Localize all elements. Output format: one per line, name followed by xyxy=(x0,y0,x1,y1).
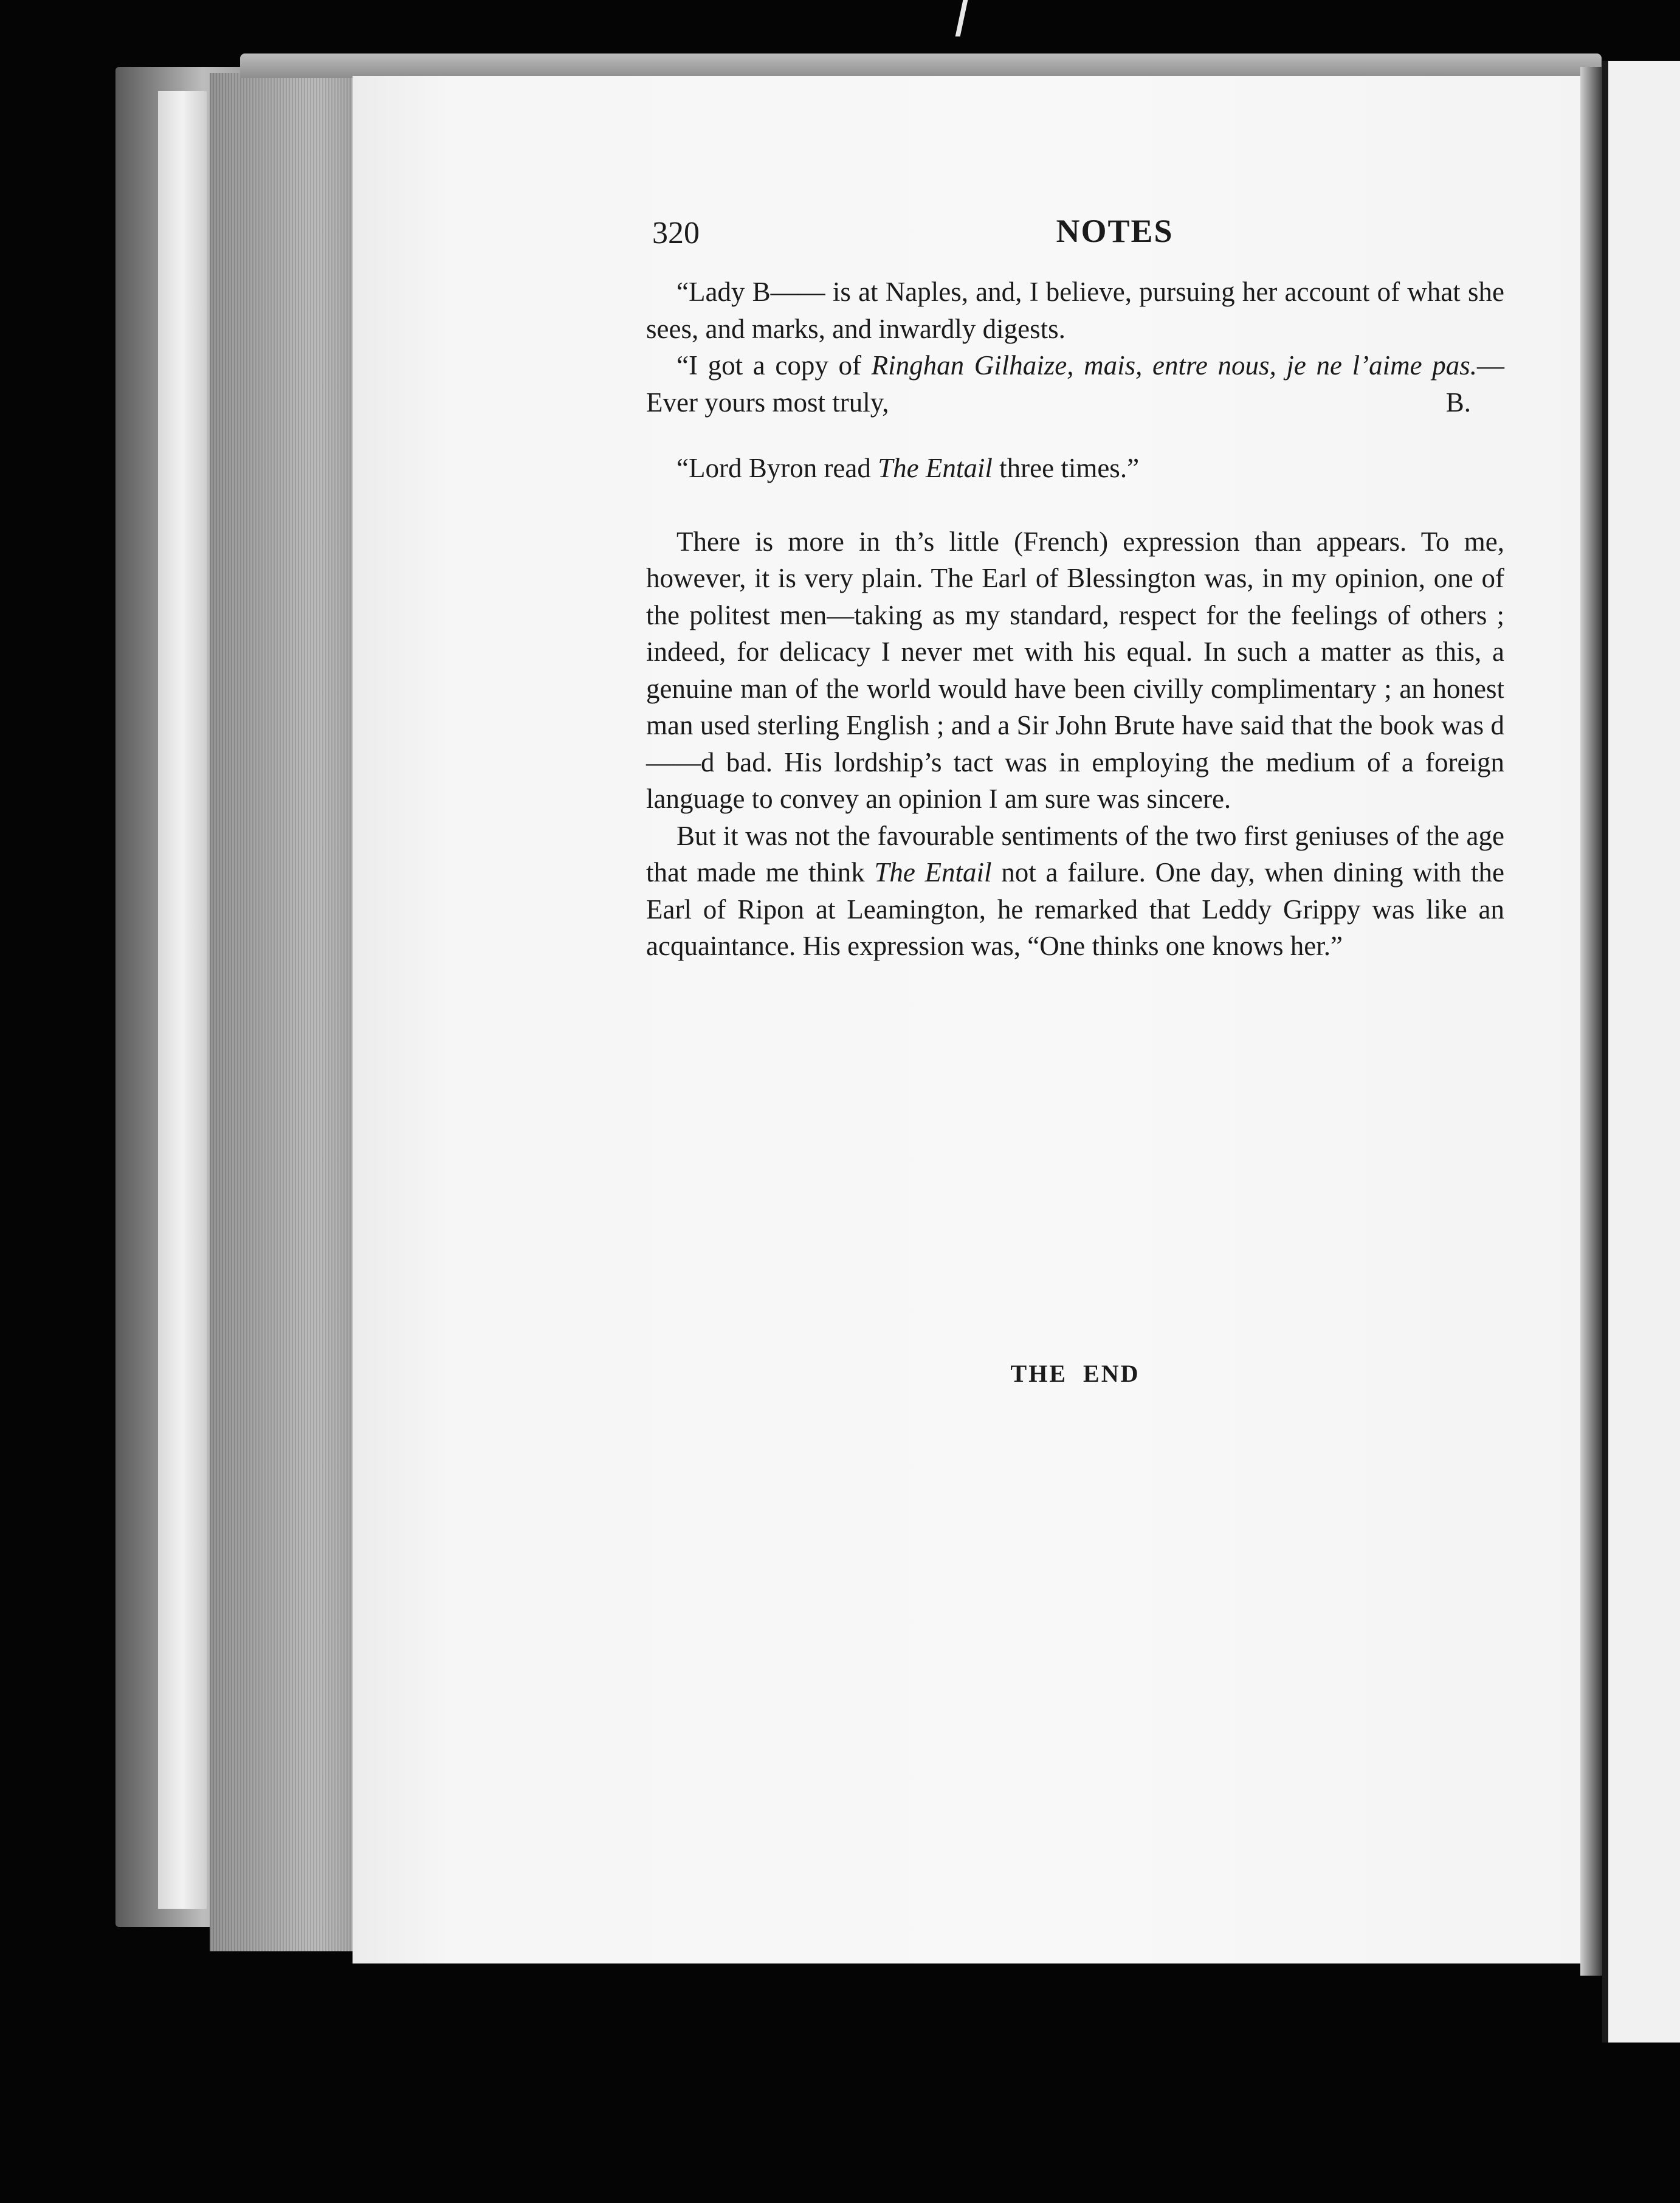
page-text xyxy=(646,207,1504,965)
page-stack-edge xyxy=(210,73,368,1951)
note-line-end: three times.” xyxy=(992,453,1140,483)
letter-p2-end: —Ever yours most truly, xyxy=(646,350,1504,418)
gutter-shadow xyxy=(1580,67,1605,1976)
body-p2-start: But it was not the favourable sentiments of the two first geniuses of the age that made me think xyxy=(646,820,1504,888)
the-end-heading xyxy=(646,1359,1504,1388)
running-head xyxy=(646,207,1504,274)
book-title-entail: The Entail xyxy=(878,453,993,483)
note-line-start: “Lord Byron read xyxy=(676,453,878,483)
the-end-word-1: THE xyxy=(1010,1360,1068,1387)
book-title-ringhan: Ringhan Gilhaize xyxy=(871,350,1067,381)
the-end-word-2: END xyxy=(1083,1360,1140,1387)
body-p2-end: not a failure. One day, when dining with the Earl of Ripon at Leamington, he remarked that Leddy Grippy was like an acquaintance. His expression was, “One thinks one knows her.” xyxy=(646,857,1504,961)
page-number: 320 xyxy=(652,216,700,250)
body-paragraph-2 xyxy=(646,818,1504,965)
signature: B. xyxy=(1445,387,1471,418)
letter-paragraph-1: “Lady B—— is at Naples, and, I believe, pursuing her account of what she sees, and marks, and inwardly digests. xyxy=(646,277,1504,344)
letter-p2-start: “I got a copy of xyxy=(676,350,872,381)
running-title: NOTES xyxy=(1056,213,1174,249)
body-paragraph-1: There is more in th’s little (French) expression than appears. To me, however, it is very plain. The Earl of Blessington was, in my opinion, one of the politest men—taking as my standard, respect for the feelings of others ; indeed, for delicacy I never met with his equal. In such a matter as this, a genuine man of the world would have been civilly complimentary ; an honest man used sterling English ; and a Sir John Brute have said that the book was d——d bad. His lordship’s tact was in employing the medium of a foreign language to convey an opinion I am sure was sincere. xyxy=(646,526,1504,814)
book-top-edge xyxy=(240,53,1602,78)
facing-page-edge xyxy=(1602,61,1680,2043)
note-line xyxy=(646,450,1504,487)
french-phrase: mais, entre nous, je ne l’aime pas. xyxy=(1084,350,1477,381)
endpaper-strip xyxy=(158,91,207,1909)
book-title-entail-2: The Entail xyxy=(874,857,992,888)
letter-p2-comma: , xyxy=(1067,350,1084,381)
paper-crease xyxy=(955,0,968,36)
